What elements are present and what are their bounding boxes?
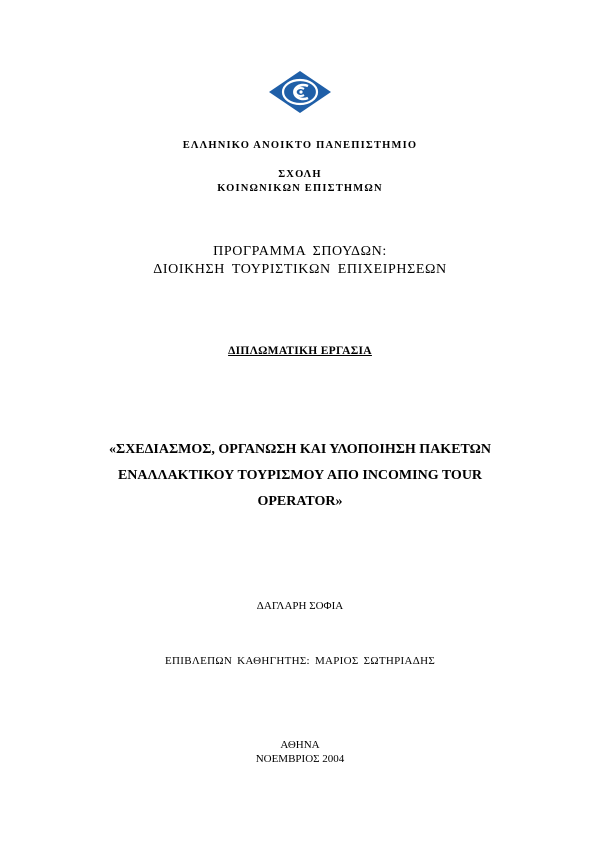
university-logo-icon	[268, 70, 332, 114]
thesis-title-line-1: «ΣΧΕΔΙΑΣΜΟΣ, ΟΡΓΑΝΩΣΗ ΚΑΙ ΥΛΟΠΟΙΗΣΗ ΠΑΚΕΤΩΝ	[109, 442, 491, 457]
supervisor: ΕΠΙΒΛΕΠΩΝ ΚΑΘΗΓΗΤΗΣ: ΜΑΡΙΟΣ ΣΩΤΗΡΙΑΔΗΣ	[164, 655, 436, 667]
author-name: ΔΑΓΛΑΡΗ ΣΟΦΙΑ	[256, 600, 344, 612]
school-name: ΚΟΙΝΩΝΙΚΩΝ ΕΠΙΣΤΗΜΩΝ	[217, 183, 383, 194]
document-type: ΔΙΠΛΩΜΑΤΙΚΗ ΕΡΓΑΣΙΑ	[228, 345, 372, 357]
date: ΝΟΕΜΒΡΙΟΣ 2004	[255, 753, 345, 765]
program-name: ΔΙΟΙΚΗΣΗ ΤΟΥΡΙΣΤΙΚΩΝ ΕΠΙΧΕΙΡΗΣΕΩΝ	[153, 262, 447, 277]
thesis-title-line-3: OPERATOR»	[257, 494, 343, 509]
thesis-title-line-2: ΕΝΑΛΛΑΚΤΙΚΟΥ ΤΟΥΡΙΣΜΟΥ ΑΠΟ INCOMING TOUR	[117, 468, 483, 483]
city: ΑΘΗΝΑ	[280, 739, 320, 751]
program-label: ΠΡΟΓΡΑΜΜΑ ΣΠΟΥΔΩΝ:	[213, 244, 387, 259]
university-name: ΕΛΛΗΝΙΚΟ ΑΝΟΙΚΤΟ ΠΑΝΕΠΙΣΤΗΜΙΟ	[182, 140, 418, 151]
school-label: ΣΧΟΛΗ	[278, 169, 322, 180]
